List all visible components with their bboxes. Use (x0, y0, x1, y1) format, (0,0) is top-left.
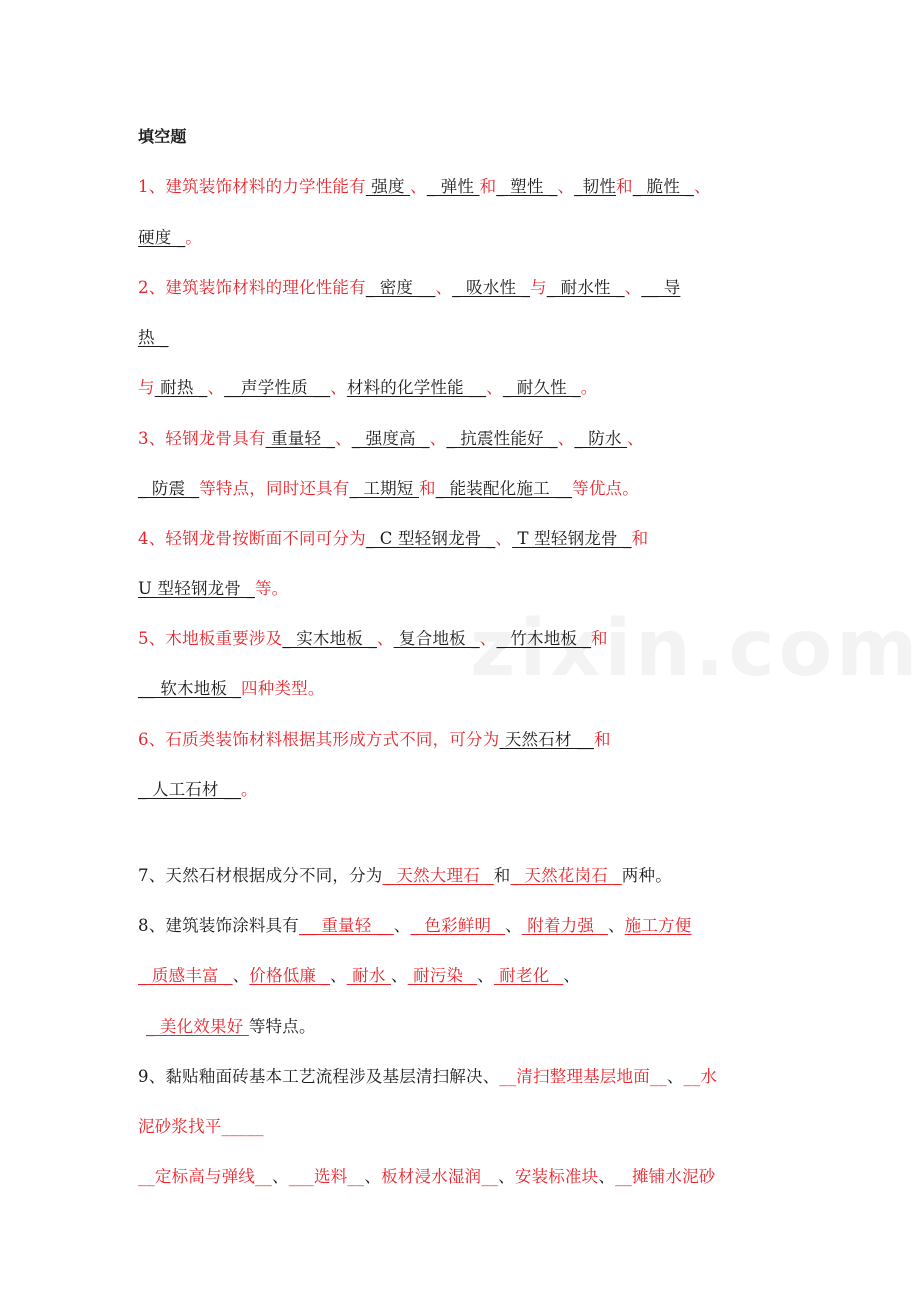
q8-sep-5: 、 (232, 966, 250, 985)
q6-sep-1: 和 (594, 730, 611, 749)
q9-answer-8: __摊铺水泥砂 (615, 1167, 716, 1186)
q9-sep-6: 、 (498, 1167, 515, 1186)
q8-stem: 8、建筑装饰涂料具有 (138, 916, 299, 935)
q5-sep-3: 和 (591, 629, 608, 648)
q8-sep-2: 、 (505, 916, 522, 935)
q9-sep-5: 、 (364, 1167, 382, 1186)
question-9-line-1 (138, 1066, 717, 1088)
q5-sep-1: 、 (376, 629, 394, 648)
q4-sep-1: 、 (495, 529, 513, 548)
q8-answer-7: 耐水 (346, 966, 391, 985)
section-title: 填空题 (138, 127, 187, 146)
q3-sep-2: 、 (429, 429, 447, 448)
q8-answer-8: 耐污染 _ (407, 966, 478, 985)
q9-answer-2: __水 (683, 1067, 718, 1086)
q6-stem: 6、石质类装饰材料根据其形成方式不同，可分为 (138, 730, 500, 749)
q3-answer-2: _ 强度高 _ (351, 429, 430, 448)
q9-answer-3: 泥砂浆找平_____ (138, 1117, 264, 1136)
q1-answer-2: _ 弹性 (426, 177, 480, 196)
q7-sep-1: 和 (493, 866, 511, 885)
q4-sep-2: 和 (631, 529, 649, 548)
q2-answer-3: _ 耐水性 _ (546, 278, 625, 297)
q5-end: 四种类型。 (241, 679, 325, 698)
q1-sep-3: 、 (557, 177, 575, 196)
q2-sep-8: 、 (486, 378, 503, 397)
q1-sep-5: 、 (693, 177, 711, 196)
question-8-line-3 (146, 1016, 316, 1038)
question-1-line-1 (138, 176, 711, 198)
q2-answer-7: __声学性质 __ (224, 378, 331, 397)
q2-stem: 2、建筑装饰材料的理化性能有 (138, 278, 366, 297)
q3-answer-3: _ 抗震性能好 _ (446, 429, 558, 448)
q8-sep-7: 、 (391, 966, 408, 985)
q5-answer-3: _ 竹木地板 _ (496, 629, 592, 648)
question-2-line-1 (138, 277, 680, 299)
q2-sep-7: 、 (330, 378, 347, 397)
q3-mid: 等特点，同时还具有 (199, 479, 350, 498)
q8-answer-4: 施工方便 (624, 916, 692, 935)
q4-answer-1: _ C 型轻钢龙骨 _ (365, 529, 496, 548)
q3-stem: 3、轻钢龙骨具有 (138, 429, 266, 448)
question-5-line-2 (138, 678, 325, 700)
q2-sep-6: 、 (207, 378, 225, 397)
q6-end: 。 (241, 780, 258, 799)
q3-answer-6: _ 工期短 (349, 479, 419, 498)
q7-end: 两种。 (621, 866, 672, 885)
q2-sep-2: 与 (530, 278, 547, 297)
q9-answer-4: __定标高与弹线__ (138, 1167, 272, 1186)
question-3-line-1 (138, 428, 644, 450)
q7-answer-1: _ 天然大理石 _ (382, 866, 494, 885)
q8-sep-9: 、 (563, 966, 581, 985)
q4-stem: 4、轻钢龙骨按断面不同可分为 (138, 529, 366, 548)
q8-sep-3: 、 (607, 916, 625, 935)
q9-stem: 9、黏贴釉面砖基本工艺流程涉及基层清扫解决、 (138, 1067, 500, 1086)
question-1-line-2 (138, 227, 202, 249)
q8-sep-6: 、 (330, 966, 347, 985)
q8-answer-2: _ 色彩鲜明 _ (410, 916, 506, 935)
question-9-line-2 (138, 1116, 264, 1138)
q1-sep-4: 和 (616, 177, 633, 196)
q7-stem: 7、天然石材根据成分不同，分为 (138, 866, 383, 885)
q8-answer-3: 附着力强 _ (521, 916, 608, 935)
q2-sep-3: 、 (624, 278, 642, 297)
q4-end: 等。 (254, 579, 289, 598)
q9-answer-6: 板材浸水湿润__ (381, 1167, 499, 1186)
q2-answer-2: _ 吸水性 _ (452, 278, 531, 297)
question-8-line-1 (138, 915, 691, 937)
q4-answer-2: T 型轻钢龙骨 _ (512, 529, 632, 548)
q2-sep-1: 、 (435, 278, 453, 297)
q5-sep-2: 、 (479, 629, 497, 648)
q1-answer-5: _ 脆性 _ (632, 177, 694, 196)
q3-answer-4: _ 防水 (574, 429, 628, 448)
q1-end: 。 (185, 228, 202, 247)
question-2-line-2 (138, 327, 169, 349)
q2-answer-8: 材料的化学性能 __ (346, 378, 487, 397)
q2-answer-5: 热 _ (138, 328, 169, 347)
q3-end: 等优点。 (572, 479, 639, 498)
q3-answer-5: _ 防震 _ (138, 479, 200, 498)
q5-answer-2: 复合地板 _ (393, 629, 480, 648)
q9-sep-4: 、 (272, 1167, 289, 1186)
q3-sep-4: 、 (627, 429, 644, 448)
question-2-line-3 (138, 377, 597, 399)
question-8-line-2 (138, 965, 580, 987)
q8-sep-8: 、 (477, 966, 494, 985)
q3-answer-7: _ 能装配化施工 __ (435, 479, 573, 498)
q1-sep-2: 和 (479, 177, 497, 196)
q8-answer-5: _ 质感丰富 _ (138, 966, 233, 985)
question-3-line-2 (138, 478, 639, 500)
question-5-line-1 (138, 628, 608, 650)
q3-sep-1: 、 (335, 429, 352, 448)
q9-answer-1: __清扫整理基层地面__ (499, 1067, 667, 1086)
q8-sep-1: 、 (393, 916, 411, 935)
q5-answer-1: _ 实木地板 _ (282, 629, 377, 648)
question-6-line-1 (138, 729, 611, 751)
q1-answer-6: 硬度 _ (138, 228, 186, 247)
q9-answer-5: ___选料__ (288, 1167, 365, 1186)
q6-answer-1: 天然石材 __ (499, 730, 594, 749)
q8-end: 等特点。 (248, 1017, 316, 1036)
q2-end: 。 (580, 378, 598, 397)
q1-answer-4: _韧性 (574, 177, 617, 196)
q1-stem: 1、建筑装饰材料的力学性能有 (138, 177, 366, 196)
q4-answer-3: U 型轻钢龙骨 _ (138, 579, 255, 598)
q6-answer-2: _ 人工石材 __ (138, 780, 242, 799)
q1-sep-1: 、 (410, 177, 427, 196)
q8-answer-9: 耐老化 _ (493, 966, 564, 985)
q9-sep-7: 、 (598, 1167, 616, 1186)
q5-stem: 5、木地板重要涉及 (138, 629, 283, 648)
q8-answer-6: 价格低廉 _ (249, 966, 330, 985)
q2-conj: 与 (138, 378, 155, 397)
q3-answer-1: 重量轻 _ (265, 429, 336, 448)
q8-answer-1: __ 重量轻 __ (299, 916, 394, 935)
q3-sep-3: 、 (557, 429, 575, 448)
q2-answer-1: _ 密度 __ (365, 278, 436, 297)
question-4-line-1 (138, 528, 648, 550)
q8-answer-10: _ 美化效果好 (146, 1017, 249, 1036)
q2-answer-9: _ 耐久性 _ (502, 378, 581, 397)
q3-sep-6: 和 (418, 479, 436, 498)
q7-answer-2: _ 天然花岗石 _ (510, 866, 622, 885)
question-6-line-2 (138, 779, 258, 801)
q2-answer-4: __ 导 (641, 278, 681, 297)
q9-answer-7: 安装标准块 (514, 1167, 599, 1186)
q2-answer-6: 耐热 _ (154, 378, 208, 397)
q1-answer-3: _ 塑性 _ (496, 177, 558, 196)
question-4-line-2 (138, 578, 288, 600)
question-7-line-1 (138, 865, 672, 887)
q9-sep-1: 、 (666, 1067, 684, 1086)
q1-answer-1: 强度 (365, 177, 411, 196)
question-9-line-3 (138, 1166, 715, 1188)
q5-answer-4: __ 软木地板 _ (138, 679, 242, 698)
